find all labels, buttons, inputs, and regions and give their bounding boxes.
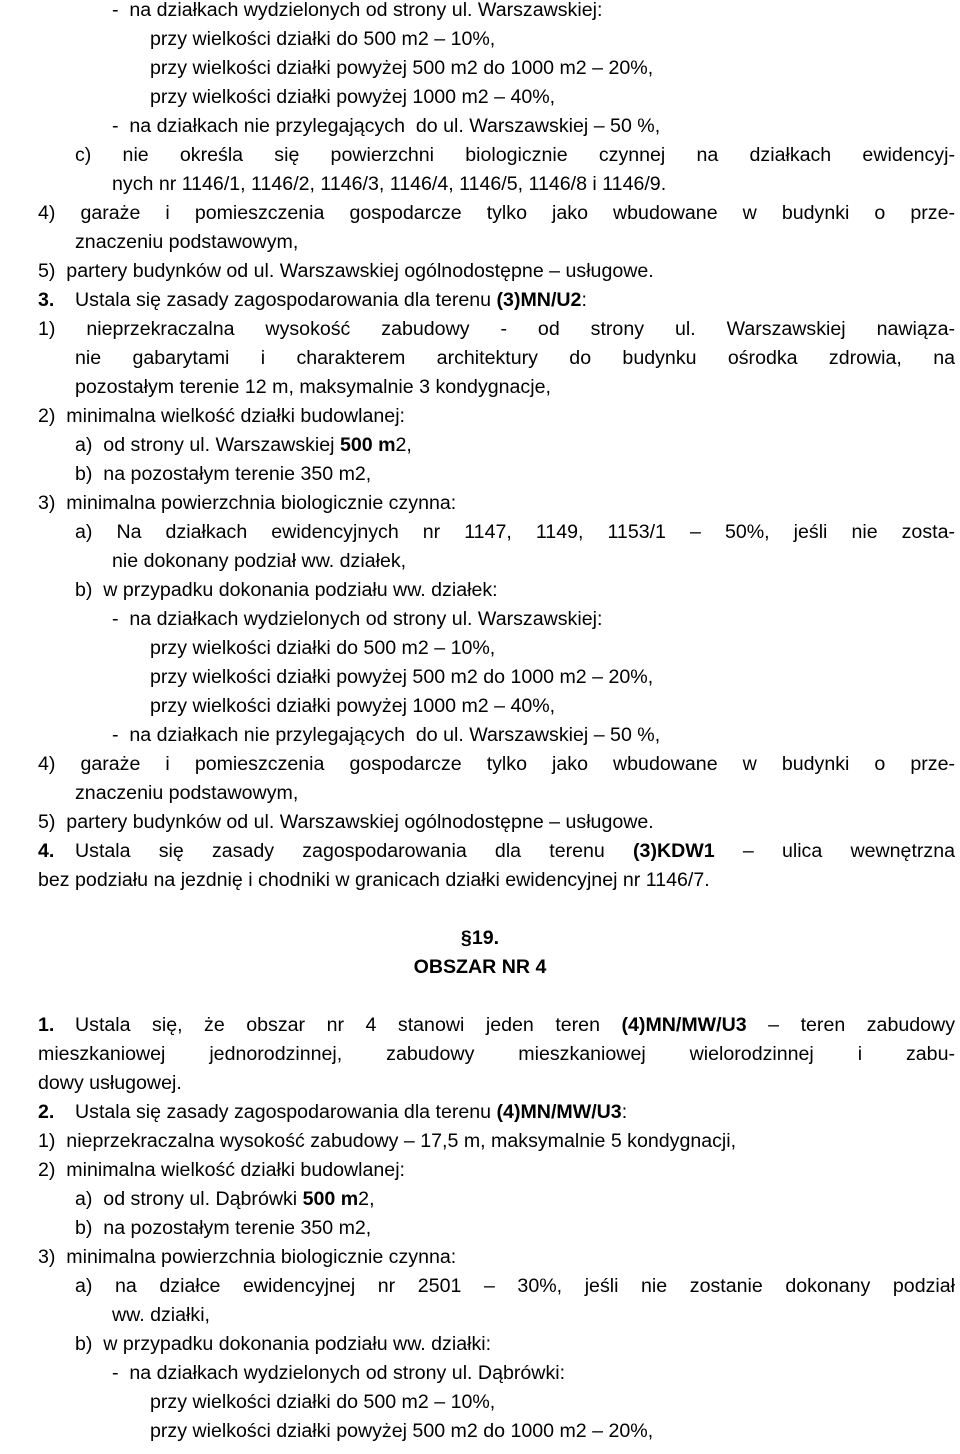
text-line — [0, 257, 960, 286]
list-item-text: b) w przypadku dokonania podziału ww. działek: — [75, 579, 498, 601]
paragraph-text: dowy usługowej. — [38, 1072, 182, 1094]
text-line — [0, 315, 960, 344]
text-line — [0, 1069, 960, 1098]
text-line — [0, 1127, 960, 1156]
text-line — [0, 431, 960, 460]
list-item-text: 4) garaże i pomieszczenia gospodarcze tylko jako wbudowane w budynki o prze- — [38, 202, 955, 224]
text-line — [0, 1417, 960, 1446]
list-item-text: nie dokonany podział ww. działek, — [112, 550, 407, 572]
list-item-text: a) od strony ul. Warszawskiej 500 m2, — [75, 434, 412, 456]
list-item-text: przy wielkości działki powyżej 500 m2 do 1000 m2 – 20%, — [150, 1420, 654, 1442]
text-line — [0, 547, 960, 576]
text-line — [0, 25, 960, 54]
section-text: Ustala się zasady zagospodarowania dla terenu (3)MN/U2: — [75, 289, 587, 311]
text-line — [0, 692, 960, 721]
list-item-text: - na działkach wydzielonych od strony ul. Dąbrówki: — [112, 1362, 566, 1384]
section-number: 3. — [38, 289, 55, 311]
list-item-text: 2) minimalna wielkość działki budowlanej: — [38, 405, 406, 427]
text-line — [0, 1214, 960, 1243]
text-line — [0, 1243, 960, 1272]
list-item-text: - na działkach wydzielonych od strony ul. Warszawskiej: — [112, 608, 603, 630]
text-line — [0, 1359, 960, 1388]
list-item-text: nie gabarytami i charakterem architektury do budynku ośrodka zdrowia, na — [75, 347, 955, 369]
area-title: OBSZAR NR 4 — [413, 956, 547, 978]
text-line — [0, 1330, 960, 1359]
section-number: 2. — [38, 1101, 55, 1123]
text-line — [0, 576, 960, 605]
list-item-text: nych nr 1146/1, 1146/2, 1146/3, 1146/4, 1146/5, 1146/8 i 1146/9. — [112, 173, 667, 195]
list-item-text: znaczeniu podstawowym, — [75, 231, 299, 253]
text-line — [0, 373, 960, 402]
list-item-text: przy wielkości działki powyżej 500 m2 do 1000 m2 – 20%, — [150, 57, 654, 79]
list-item-text: ww. działki, — [112, 1304, 210, 1326]
list-item-text: b) w przypadku dokonania podziału ww. działki: — [75, 1333, 492, 1355]
text-line — [0, 518, 960, 547]
list-item-text: 2) minimalna wielkość działki budowlanej: — [38, 1159, 406, 1181]
text-line — [0, 1272, 960, 1301]
paragraph-number: §19. — [460, 927, 500, 949]
text-line — [0, 634, 960, 663]
section-text: Ustala się zasady zagospodarowania dla terenu (4)MN/MW/U3: — [75, 1101, 628, 1123]
text-line — [0, 605, 960, 634]
list-item-text: 4) garaże i pomieszczenia gospodarcze tylko jako wbudowane w budynki o prze- — [38, 753, 955, 775]
paragraph-text: mieszkaniowej jednorodzinnej, zabudowy mieszkaniowej wielorodzinnej i zabu- — [38, 1043, 955, 1065]
section-text: Ustala się zasady zagospodarowania dla terenu (3)KDW1 – ulica wewnętrzna — [75, 840, 955, 862]
list-item-text: b) na pozostałym terenie 350 m2, — [75, 463, 372, 485]
list-item-text: przy wielkości działki do 500 m2 – 10%, — [150, 28, 496, 50]
section-heading — [0, 286, 960, 315]
list-item-text: - na działkach nie przylegających do ul. Warszawskiej – 50 %, — [112, 724, 661, 746]
list-item-text: a) od strony ul. Dąbrówki 500 m2, — [75, 1188, 375, 1210]
list-item-text: znaczeniu podstawowym, — [75, 782, 299, 804]
text-line — [0, 1185, 960, 1214]
list-item-text: przy wielkości działki powyżej 1000 m2 – 40%, — [150, 86, 556, 108]
text-line — [0, 170, 960, 199]
text-line — [0, 0, 960, 25]
list-item-text: pozostałym terenie 12 m, maksymalnie 3 kondygnacje, — [75, 376, 551, 398]
section-number: 1. — [38, 1014, 55, 1036]
section-heading — [0, 837, 960, 866]
section-text: Ustala się, że obszar nr 4 stanowi jeden teren (4)MN/MW/U3 – teren zabudowy — [75, 1014, 955, 1036]
list-item-text: - na działkach nie przylegających do ul. Warszawskiej – 50 %, — [112, 115, 661, 137]
list-item-text: - na działkach wydzielonych od strony ul. Warszawskiej: — [112, 0, 603, 21]
list-item-text: 5) partery budynków od ul. Warszawskiej ogólnodostępne – usługowe. — [38, 260, 654, 282]
list-item-text: przy wielkości działki powyżej 1000 m2 – 40%, — [150, 695, 556, 717]
section-heading — [0, 1098, 960, 1127]
text-line — [0, 199, 960, 228]
list-item-text: 3) minimalna powierzchnia biologicznie czynna: — [38, 1246, 457, 1268]
list-item-text: przy wielkości działki do 500 m2 – 10%, — [150, 637, 496, 659]
text-line — [0, 460, 960, 489]
list-item-text: a) Na działkach ewidencyjnych nr 1147, 1149, 1153/1 – 50%, jeśli nie zosta- — [75, 521, 955, 543]
text-line — [0, 1301, 960, 1330]
text-line — [0, 721, 960, 750]
text-line — [0, 663, 960, 692]
section-heading — [0, 1011, 960, 1040]
text-line — [0, 141, 960, 170]
text-line — [0, 750, 960, 779]
list-item-text: 1) nieprzekraczalna wysokość zabudowy – 17,5 m, maksymalnie 5 kondygnacji, — [38, 1130, 737, 1152]
list-item-text: 5) partery budynków od ul. Warszawskiej ogólnodostępne – usługowe. — [38, 811, 654, 833]
text-line — [0, 866, 960, 895]
text-line — [0, 779, 960, 808]
zone-code: (3)KDW1 — [633, 840, 715, 862]
zone-code: (4)MN/MW/U3 — [496, 1101, 622, 1123]
text-line — [0, 1388, 960, 1417]
text-line — [0, 54, 960, 83]
list-item-text: przy wielkości działki powyżej 500 m2 do 1000 m2 – 20%, — [150, 666, 654, 688]
text-line — [0, 1040, 960, 1069]
text-line — [0, 402, 960, 431]
text-line — [0, 228, 960, 257]
zone-code: (4)MN/MW/U3 — [621, 1014, 747, 1036]
zone-code: (3)MN/U2 — [496, 289, 582, 311]
text-line — [0, 112, 960, 141]
section-number: 4. — [38, 840, 55, 862]
text-line — [0, 1156, 960, 1185]
list-item-text: b) na pozostałym terenie 350 m2, — [75, 1217, 372, 1239]
text-line — [0, 489, 960, 518]
text-line — [0, 344, 960, 373]
paragraph-text: bez podziału na jezdnię i chodniki w granicach działki ewidencyjnej nr 1146/7. — [38, 869, 710, 891]
list-item-text: a) na działce ewidencyjnej nr 2501 – 30%, jeśli nie zostanie dokonany podział — [75, 1275, 955, 1297]
list-item-text: c) nie określa się powierzchni biologicznie czynnej na działkach ewidencyj- — [75, 144, 955, 166]
text-line — [0, 808, 960, 837]
list-item-text: 3) minimalna powierzchnia biologicznie czynna: — [38, 492, 457, 514]
list-item-text: przy wielkości działki do 500 m2 – 10%, — [150, 1391, 496, 1413]
list-item-text: 1) nieprzekraczalna wysokość zabudowy - od strony ul. Warszawskiej nawiąza- — [38, 318, 955, 340]
text-line — [0, 83, 960, 112]
